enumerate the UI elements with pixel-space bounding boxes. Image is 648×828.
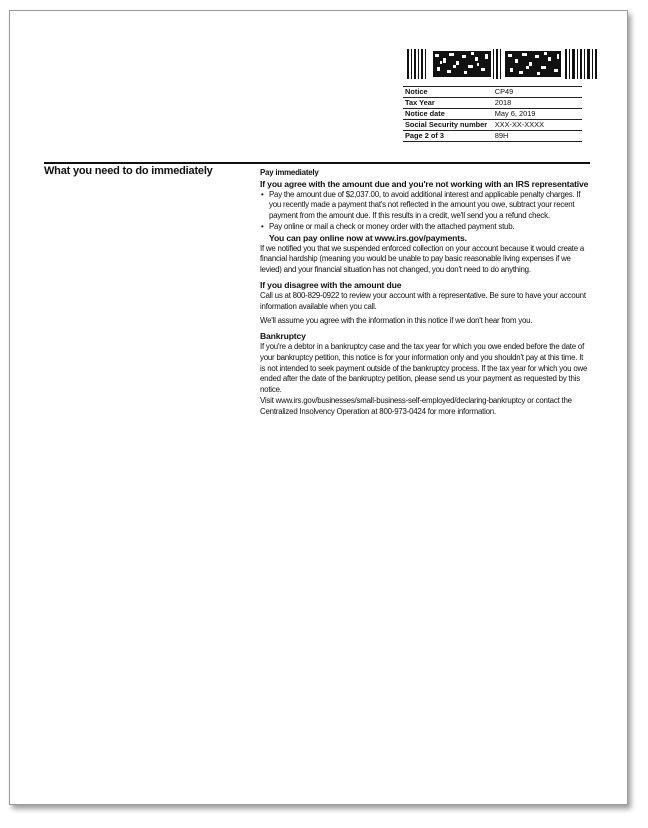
tax-year-label: Tax Year	[403, 98, 493, 109]
page-number-label: Page 2 of 3	[403, 131, 493, 142]
disagree-paragraph: Call us at 800-829-0922 to review your account with a representative. Be sure to have your account information available when you call.	[260, 290, 586, 311]
notice-label: Notice	[403, 87, 493, 98]
payment-list	[260, 190, 589, 233]
notice-info-row	[403, 98, 582, 109]
list-item	[260, 222, 589, 233]
bankruptcy-heading: Bankruptcy	[260, 331, 306, 342]
notice-value: CP49	[493, 87, 582, 98]
disagree-heading: If you disagree with the amount due	[260, 279, 402, 290]
bankruptcy-paragraph: If you're a debtor in a bankruptcy case and the tax year for which you owe ended before the date of your bankruptcy petition, this notice is for your information only and you shouldn't pay at this time. It is not intended to seek payment outside of the bankruptcy process. If the tax year for which you owe ended after the date of the bankruptcy petition, please send us your payment as requested by this notice.	[260, 341, 588, 395]
barcode-image	[407, 49, 599, 79]
agree-heading: If you agree with the amount due and you're not working with an IRS representative	[260, 178, 589, 189]
notice-info-row	[403, 131, 582, 142]
section-heading: What you need to do immediately	[44, 165, 213, 177]
notice-date-label: Notice date	[403, 109, 493, 120]
pay-immediately-title: Pay immediately	[260, 168, 319, 177]
list-item-text: Pay online or mail a check or money order with the attached payment stub.	[269, 221, 515, 231]
section-divider	[44, 162, 590, 164]
ssn-label: Social Security number	[403, 120, 493, 131]
notice-page	[9, 10, 628, 805]
section-body	[260, 168, 589, 418]
assume-paragraph: We'll assume you agree with the information in this notice if we don't hear from you.	[260, 316, 533, 326]
tax-year-value: 2018	[493, 98, 582, 109]
ssn-value: XXX-XX-XXXX	[493, 120, 582, 131]
notice-info-row	[403, 109, 582, 120]
visit-paragraph: Visit www.irs.gov/businesses/small-business-self-employed/declaring-bankruptcy or contact the Centralized Insolvency Operation at 800-973-0424 for more information.	[260, 395, 572, 416]
bullet-icon: •	[261, 221, 264, 231]
suspended-paragraph: If we notified you that we suspended enforced collection on your account because it would create a financial hardship (meaning you would be unable to pay basic reasonable living expenses if we levied) and your financial situation has not changed, you don't need to do anything.	[260, 243, 585, 275]
page-code-value: 89H	[493, 131, 582, 142]
pay-online-link-text: You can pay online now at www.irs.gov/payments.	[269, 232, 467, 243]
list-item-text: Pay the amount due of $2,037.00, to avoid additional interest and applicable penalty charges. If you recently made a payment that's not reflected in the amount you owe, subtract your recent payment from the amount due. If this results in a credit, we'll send you a refund check.	[269, 189, 581, 221]
notice-info-table	[403, 86, 582, 142]
list-item	[260, 190, 589, 222]
notice-info-row	[403, 120, 582, 131]
notice-info-row	[403, 87, 582, 98]
bullet-icon: •	[261, 189, 264, 199]
notice-date-value: May 6, 2019	[493, 109, 582, 120]
